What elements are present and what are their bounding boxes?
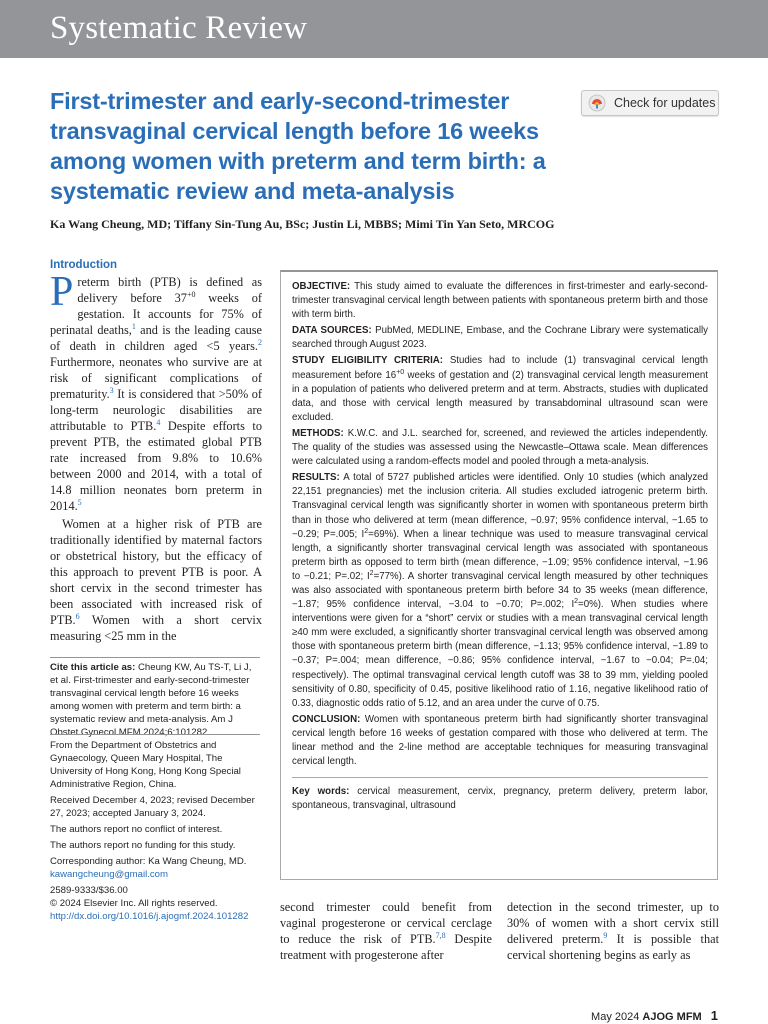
corresponding-author: Corresponding author: Ka Wang Cheung, MD. [50,856,247,867]
journal-name: AJOG MFM [642,1011,702,1023]
reference-link-2[interactable]: 2 [258,337,262,347]
sidebar-divider-2 [50,734,260,735]
reference-link-1[interactable]: 1 [131,321,136,331]
cite-text: Cheung KW, Au TS-T, Li J, et al. First-trimester and early-second-trimester transvaginal cervical length before 16 weeks among women with preterm and term birth: a systematic review and meta-analysis. Am J Obstet Gynecol MFM 2024;6:101282. [50,662,252,738]
abstract-eligibility: STUDY ELIGIBILITY CRITERIA: Studies had to include (1) transvaginal cervical length measurement before $16^{+0}$ weeks of gestation and (2) transvaginal cervical length measurement in a population of patients who delivered preterm and at term. Abstracts, studies with duplicated data, and those with cervical length measured by transabdominal ultrasound scan were excluded. [292,355,708,423]
article-info-block [50,739,260,926]
check-for-updates-label: Check for updates [614,96,716,110]
intro-column-3 [507,899,719,963]
abstract-objective: OBJECTIVE: This study aimed to evaluate the differences in first-trimester and early-second-trimester transvaginal cervical length between patients with spontaneous preterm birth and those with term birth. [292,281,708,321]
check-for-updates-badge-icon [588,94,606,112]
reference-link-9[interactable]: 9 [603,930,608,940]
copyright: © 2024 Elsevier Inc. All rights reserved. [50,898,218,909]
reference-link-7-8[interactable]: 7,8 [435,930,446,940]
section-banner [0,0,768,58]
intro-column-2-text: second trimester could benefit from vaginal progesterone or cervical cerclage to reduce the risk of PTB.$^{7,8}$ Despite treatment with progesterone after [280,900,492,962]
reference-link-3[interactable]: 3 [109,385,114,395]
introduction-heading: Introduction [50,259,118,271]
funding-statement: The authors report no funding for this study. [50,840,236,851]
abstract-keywords: Key words: cervical measurement, cervix, pregnancy, preterm delivery, preterm labor, spontaneous, transvaginal, ultrasound [292,777,708,813]
section-label: Systematic Review [50,10,308,46]
issn: 2589-9333/$36.00 [50,885,128,896]
sidebar-divider [50,657,260,658]
abstract-methods: METHODS: K.W.C. and J.L. searched for, screened, and reviewed the articles independently. The quality of the studies was assessed using the Newcastle–Ottawa scale. Mean differences were calculated using a random-effects model and pooled through a meta-analysis. [292,427,708,468]
reference-link-6[interactable]: 6 [75,611,80,621]
intro-column-2 [280,899,492,963]
abstract-conclusion: CONCLUSION: Women with spontaneous preterm birth had significantly shorter transvaginal cervical length before 16 weeks of gestation compared with those who delivered at term. The linear method and the 2-line method are acceptable techniques for measuring transvaginal cervical length. [292,713,708,768]
abstract-results: RESULTS: A total of 5727 published articles were identified. Only 10 studies (which analyzed 22,151 pregnancies) met the inclusion criteria. All studies excluded iatrogenic preterm birth. Transvaginal cervical length was significantly shorter in women with spontaneous preterm birth than in those who delivered at term (mean difference, −0.97; 95% confidence interval, −1.65 to −0.29; P=.005; $I^2=69\%$). When a linear technique was used to measure transvaginal cervical length, a significantly shorter transvaginal cervical length was associated with spontaneous preterm birth as opposed to term birth (mean difference, −1.09; 95% confidence interval, −1.96 to −0.21; P=.02; $I^2=77\%$). A shorter transvaginal cervical length measured by other techniques was also associated with spontaneous preterm birth before 34 to 35 weeks (mean difference, −1.87; 95% confidence interval, −3.04 to −0.70; P=.002; $I^2=0\%$). When studies where interventions were given for a “short” cervix or studies with a mean transvaginal cervical length ≥40 mm were excluded, a significantly shorter transvaginal cervical length was observed among those with spontaneous preterm birth (mean difference, −1.13; 95% confidence interval, −1.89 to −0.37; P=.004; mean difference, −0.86; 95% confidence interval, −1.67 to −0.04; P=.04; respectively). The optimal transvaginal cervical length cutoff was 38 to 39 mm, yielding pooled sensitivity of 0.80, specificity of 0.45, positive likelihood ratio of 1.16, negative likelihood ratio of 0.33, diagnostic odds ratio of 5.12, and an area under the curve of 0.75. [292,472,708,709]
affiliation: From the Department of Obstetrics and Gynaecology, Queen Mary Hospital, The University of Hong Kong, Hong Kong Special Administrative Region, China. [50,740,241,790]
intro-paragraph-2: Women at a higher risk of PTB are traditionally identified by maternal factors or obstetrical history, but the efficacy of this approach to prevent PTB is poor. A short cervix in the second trimester has been associated with increased risk of PTB.$^6$ Women with a short cervix measuring <25 mm in the [50,517,262,643]
issue-date: May 2024 [591,1011,640,1023]
drop-cap: P [50,269,74,315]
received-dates: Received December 4, 2023; revised December 27, 2023; accepted January 3, 2024. [50,795,255,819]
check-for-updates-button[interactable] [581,90,719,116]
intro-paragraph-1: Preterm birth (PTB) is defined as delivery before $37^{+0}$ weeks of gestation. It accounts for 75% of perinatal deaths,$^1$ and is the leading cause of death in children aged <5 years.$^2$ Furthermore, neonates who survive are at risk of significant complications of prematurity.$^3$ It is considered that >50% of long-term neurologic disabilities are attributable to PTB.$^4$ Despite efforts to prevent PTB, the estimated global PTB rate increased from 9.8% to 10.6% between 2000 and 2014, with a total of 14.8 million neonates born preterm in 2014.$^5$ [50,269,263,513]
intro-column-1 [50,269,263,644]
abstract-box [280,270,718,880]
abstract-data-sources: DATA SOURCES: PubMed, MEDLINE, Embase, and the Cochrane Library were systematically searched through August 2023. [292,325,708,351]
reference-link-4[interactable]: 4 [156,417,161,427]
reference-link-5[interactable]: 5 [77,497,82,507]
doi-link[interactable]: http://dx.doi.org/10.1016/j.ajogmf.2024.101282 [50,911,249,922]
conflict-statement: The authors report no conflict of interest. [50,824,223,835]
citation-block [50,661,260,742]
page-number: 1 [710,1008,718,1023]
intro-column-3-text: detection in the second trimester, up to 30% of women with a short cervix still delivered preterm.$^9$ It is possible that cervical shortening begins as early as [507,900,719,962]
cite-label: Cite this article as: [50,662,136,673]
article-title: First-trimester and early-second-trimester transvaginal cervical length before 16 weeks among women with preterm and term birth: a systematic review and meta-analysis [50,88,546,204]
author-list: Ka Wang Cheung, MD; Tiffany Sin-Tung Au, BSc; Justin Li, MBBS; Mimi Tin Yan Seto, MRCOG [50,217,555,231]
page-footer [591,1008,718,1023]
author-email-link[interactable]: kawangcheung@gmail.com [50,869,168,880]
